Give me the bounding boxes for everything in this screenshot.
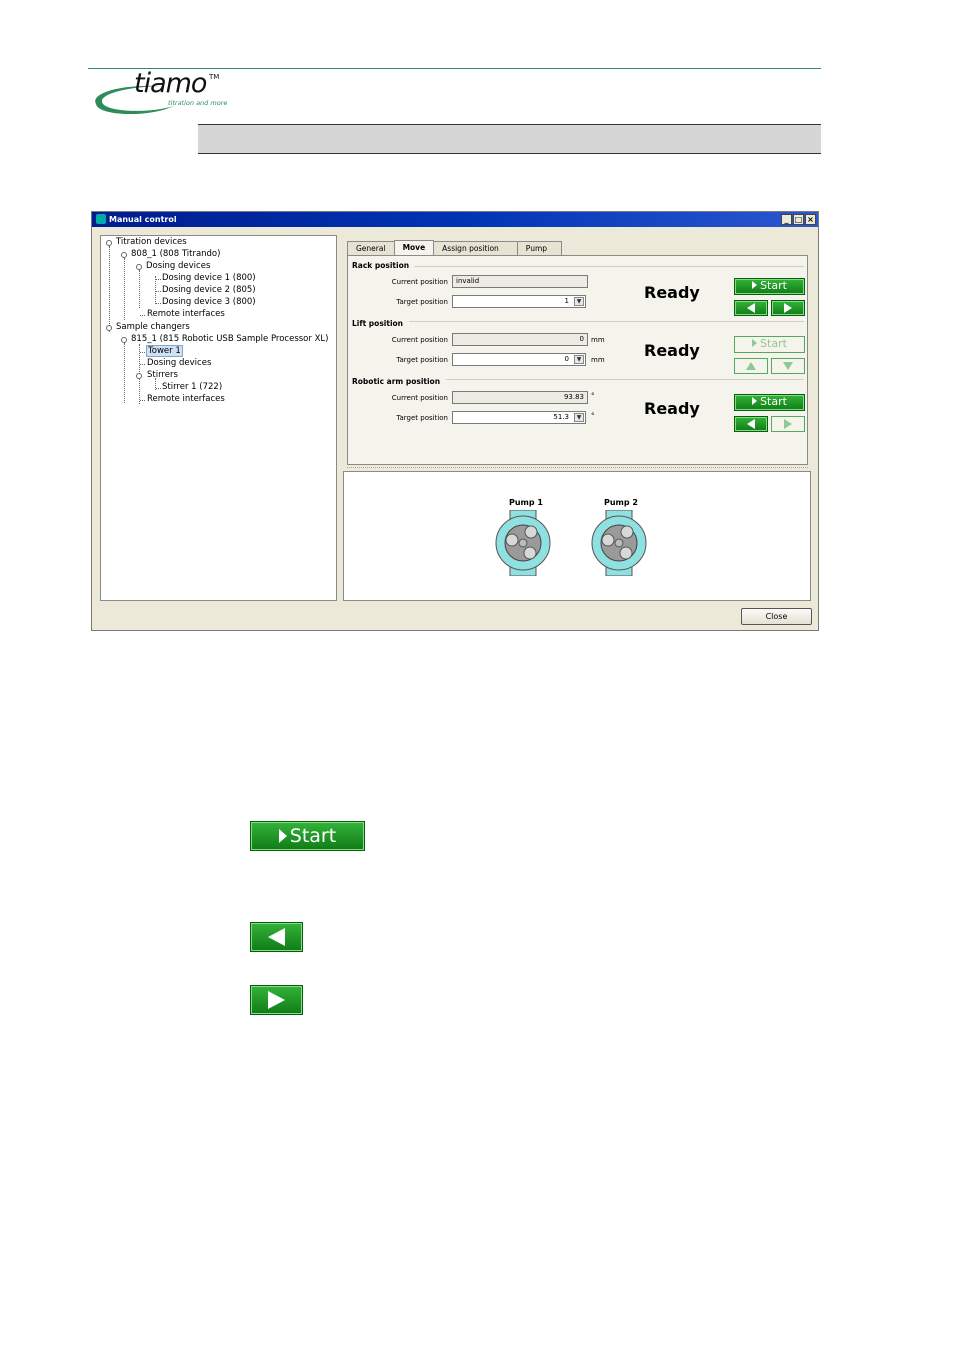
tree-item-dosing-device-3[interactable]: Dosing device 3 (800) xyxy=(162,297,256,307)
arm-start-label: Start xyxy=(760,395,787,408)
pump-2-icon[interactable] xyxy=(590,510,650,576)
tree-item-remote-interfaces-2[interactable]: Remote interfaces xyxy=(147,394,225,404)
lift-target-dropdown[interactable] xyxy=(452,353,586,366)
logo-tm: TM xyxy=(209,73,220,81)
arrow-down-icon xyxy=(783,362,793,370)
app-icon xyxy=(96,214,106,224)
tree-item-stirrers[interactable]: Stirrers xyxy=(147,370,178,380)
lift-position-title: Lift position xyxy=(352,319,409,328)
tree-item-titration-devices[interactable]: Titration devices xyxy=(116,237,187,247)
lift-current-unit: mm xyxy=(591,336,605,344)
maximize-button[interactable]: □ xyxy=(794,215,803,224)
rack-left-button[interactable] xyxy=(734,300,768,316)
tree-item-remote-interfaces[interactable]: Remote interfaces xyxy=(147,309,225,319)
tree-item-dosing-devices[interactable]: Dosing devices xyxy=(146,261,211,271)
big-start-button[interactable] xyxy=(250,821,365,851)
lift-target-value: 0 xyxy=(564,355,569,363)
arm-left-button[interactable] xyxy=(734,416,768,432)
chevron-down-icon[interactable]: ▼ xyxy=(574,355,584,364)
arm-target-dropdown[interactable] xyxy=(452,411,586,424)
lift-start-button[interactable] xyxy=(734,336,805,353)
rack-start-label: Start xyxy=(760,279,787,292)
collapse-icon[interactable] xyxy=(136,373,142,379)
logo-word: tiamo xyxy=(134,68,207,99)
tree-item-815[interactable]: 815_1 (815 Robotic USB Sample Processor XL) xyxy=(131,334,329,344)
pane-splitter[interactable] xyxy=(347,467,808,470)
right-pane xyxy=(343,235,811,601)
logo-tagline: titration and more xyxy=(168,99,228,107)
window-title: Manual control xyxy=(109,215,177,224)
play-icon xyxy=(752,339,757,347)
tree-line xyxy=(156,279,161,280)
tree-line xyxy=(140,315,145,316)
play-icon xyxy=(752,397,757,405)
tree-line xyxy=(156,303,161,304)
tree-line xyxy=(156,388,161,389)
lift-up-button[interactable] xyxy=(734,358,768,374)
play-icon xyxy=(752,281,757,289)
pump-1-icon[interactable] xyxy=(494,510,554,576)
lift-start-label: Start xyxy=(760,337,787,350)
tiamo-logo xyxy=(88,70,238,120)
rack-position-title: Rack position xyxy=(352,261,410,270)
arm-current-unit: ° xyxy=(591,392,595,400)
rack-start-button[interactable] xyxy=(734,278,805,295)
rack-target-value: 1 xyxy=(564,297,569,305)
play-icon xyxy=(279,829,287,843)
rack-status: Ready xyxy=(644,283,700,302)
tree-item-808[interactable]: 808_1 (808 Titrando) xyxy=(131,249,221,259)
arrow-right-icon xyxy=(268,991,285,1009)
arm-position-title: Robotic arm position xyxy=(352,377,446,386)
arm-target-unit: ° xyxy=(591,412,595,420)
tree-line xyxy=(140,400,145,401)
rack-target-dropdown[interactable] xyxy=(452,295,586,308)
tree-line xyxy=(124,258,125,320)
tree-item-sample-changers[interactable]: Sample changers xyxy=(116,322,190,332)
tree-item-dosing-device-2[interactable]: Dosing device 2 (805) xyxy=(162,285,256,295)
tab-assign-position[interactable]: Assign position xyxy=(433,241,518,255)
lift-status: Ready xyxy=(644,341,700,360)
tree-line xyxy=(109,246,110,332)
arm-current-field: 93.83 xyxy=(452,391,588,404)
tree-line xyxy=(140,352,145,353)
tree-line xyxy=(140,364,145,365)
collapse-icon[interactable] xyxy=(121,252,127,258)
arrow-left-icon xyxy=(747,303,755,313)
arrow-right-icon xyxy=(784,303,792,313)
arrow-up-icon xyxy=(746,362,756,370)
tree-item-dosing-device-1[interactable]: Dosing device 1 (800) xyxy=(162,273,256,283)
rack-current-field: invalid xyxy=(452,275,588,288)
window-titlebar[interactable] xyxy=(92,212,818,227)
arm-right-button[interactable] xyxy=(771,416,805,432)
collapse-icon[interactable] xyxy=(136,264,142,270)
big-left-button[interactable] xyxy=(250,922,303,952)
lift-target-label: Target position xyxy=(396,356,448,364)
arm-current-label: Current position xyxy=(391,394,448,402)
arm-target-value: 51.3 xyxy=(553,413,569,421)
pump-2-label: Pump 2 xyxy=(604,498,638,507)
group-separator xyxy=(352,321,804,322)
tree-line xyxy=(155,276,156,304)
arm-start-button[interactable] xyxy=(734,394,805,411)
rack-right-button[interactable] xyxy=(771,300,805,316)
tab-move[interactable]: Move xyxy=(394,240,435,255)
arrow-right-icon xyxy=(784,419,792,429)
tab-general[interactable]: General xyxy=(347,241,395,255)
arm-status: Ready xyxy=(644,399,700,418)
move-tab-panel xyxy=(347,255,808,465)
collapse-icon[interactable] xyxy=(106,240,112,246)
tree-line xyxy=(156,291,161,292)
tree-line xyxy=(124,343,125,403)
arrow-left-icon xyxy=(747,419,755,429)
arm-target-label: Target position xyxy=(396,414,448,422)
device-tree[interactable] xyxy=(100,235,337,601)
close-window-button[interactable]: × xyxy=(805,214,816,225)
close-button[interactable]: Close xyxy=(741,608,812,625)
tree-item-tower-1[interactable]: Tower 1 xyxy=(148,346,181,356)
chevron-down-icon[interactable]: ▼ xyxy=(574,413,584,422)
tab-pump[interactable]: Pump xyxy=(517,241,562,255)
rack-target-label: Target position xyxy=(396,298,448,306)
lift-target-unit: mm xyxy=(591,356,605,364)
lift-current-field: 0 xyxy=(452,333,588,346)
lift-down-button[interactable] xyxy=(771,358,805,374)
minimize-button[interactable]: _ xyxy=(781,214,792,225)
pump-panel xyxy=(343,471,811,601)
section-bar xyxy=(198,124,821,154)
pump-1-label: Pump 1 xyxy=(509,498,543,507)
rack-current-label: Current position xyxy=(391,278,448,286)
arrow-left-icon xyxy=(268,928,285,946)
collapse-icon[interactable] xyxy=(106,325,112,331)
group-separator xyxy=(414,266,804,267)
tree-line xyxy=(139,270,140,308)
chevron-down-icon[interactable]: ▼ xyxy=(574,297,584,306)
manual-control-window xyxy=(91,211,819,631)
tab-bar xyxy=(347,241,561,255)
big-right-button[interactable] xyxy=(250,985,303,1015)
lift-current-label: Current position xyxy=(391,336,448,344)
collapse-icon[interactable] xyxy=(121,337,127,343)
tree-item-dosing-devices-2[interactable]: Dosing devices xyxy=(147,358,212,368)
big-start-label: Start xyxy=(289,825,337,847)
tree-item-stirrer-1[interactable]: Stirrer 1 (722) xyxy=(162,382,223,392)
